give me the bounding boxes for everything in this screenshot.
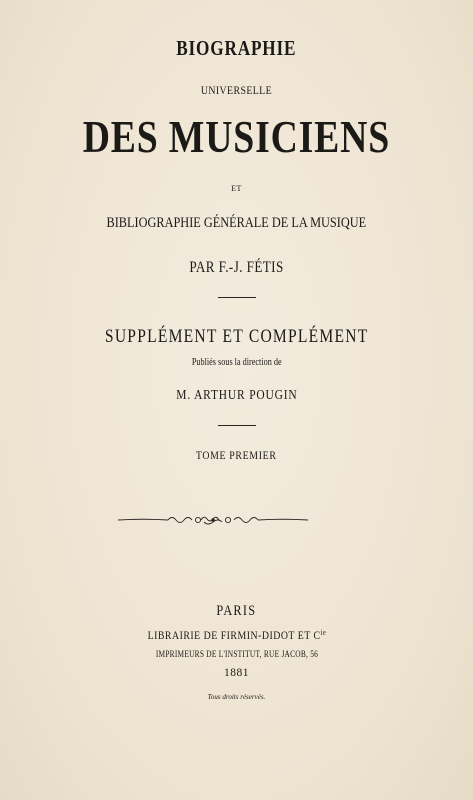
title-et: ET [231, 184, 242, 193]
supplement-heading: SUPPLÉMENT ET COMPLÉMENT [104, 326, 369, 347]
volume-label: TOME PREMIER [196, 448, 277, 462]
editor-name: M. ARTHUR POUGIN [175, 388, 298, 403]
direction-note: Publiés sous la direction de [191, 357, 282, 368]
decorative-scroll-rule-icon [118, 512, 308, 528]
title-biographie: BIOGRAPHIE [176, 36, 297, 60]
title-des-musiciens: DES MUSICIENS [82, 111, 391, 162]
title-universelle: UNIVERSELLE [200, 83, 273, 97]
imprint-year: 1881 [224, 667, 249, 679]
author-line: PAR F.-J. FÉTIS [189, 259, 284, 276]
divider-rule [218, 297, 256, 298]
subtitle-bibliographie: BIBLIOGRAPHIE GÉNÉRALE DE LA MUSIQUE [106, 215, 367, 231]
imprint-city: PARIS [216, 603, 257, 619]
imprint-printers: IMPRIMEURS DE L'INSTITUT, RUE JACOB, 56 [155, 649, 318, 659]
imprint-publisher: LIBRAIRIE DE FIRMIN-DIDOT ET $C^{ie}$ [147, 628, 326, 642]
rights-note: Tous droits réservés. [207, 693, 266, 701]
divider-rule [218, 425, 256, 426]
